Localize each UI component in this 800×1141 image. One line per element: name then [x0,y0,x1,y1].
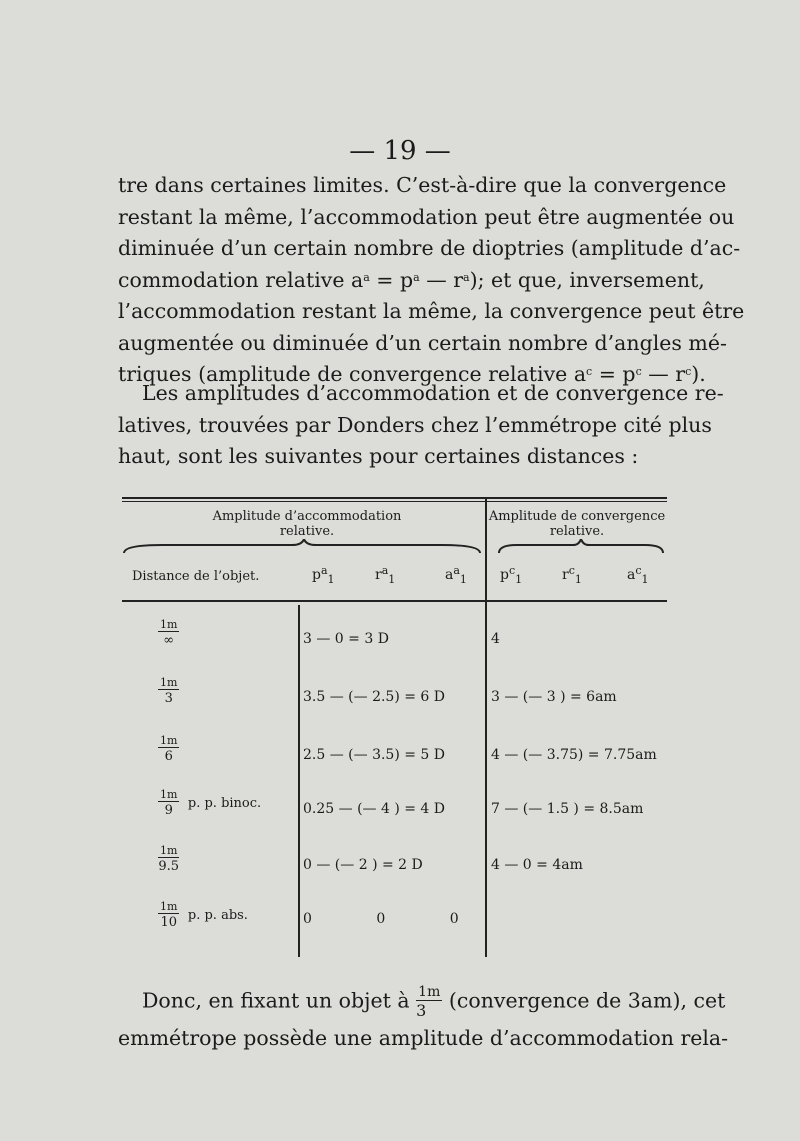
accommodation-brace [122,539,482,557]
inline-fraction: $\frac{1m}{3}$ [416,984,441,1020]
text-line: l’accommodation restant la même, la convergence peut être [118,299,745,323]
row-accommodation: 3.5 — (— 2.5) = 6 D [303,689,446,705]
col-header-ac: $a^c_1$ [627,564,649,586]
col-header-distance: Distance de l’objet. [132,569,260,584]
row-accommodation: 0 0 0 [303,911,459,927]
paragraph-3 [118,984,729,1055]
row-accommodation: 3 — 0 = 3 D [303,631,389,647]
row-convergence: 4 [491,631,500,647]
col-header-pc: $p^c_1$ [500,564,523,586]
row-accommodation: 0 — (— 2 ) = 2 D [303,857,423,873]
text-line: restant la même, l’accommodation peut être augmentée ou [118,204,735,229]
group-header-convergence: Amplitude de convergence relative. [488,509,666,539]
text-line: haut, sont les suivantes pour certaines distances : [118,444,639,468]
col-header-aa: $a^a_1$ [445,564,467,586]
table-row: $\frac{1m}{9}$ p. p. binoc. [160,788,262,818]
row-note: p. p. abs. [187,908,248,923]
paragraph-2 [118,378,724,473]
text-line-with-formula: commodation relative $a^a = p^a$ — $r^a$); et que, inversement, [118,267,705,292]
text-line: emmétrope possède une amplitude d’accommodation rela- [118,1026,729,1050]
table-row: $\frac{1m}{\infty}$ [160,618,178,648]
text-line-with-fraction: Donc, en fixant un objet à $\frac{1m}{3}$ (convergence de 3am), cet [142,984,726,1020]
table-divider-2 [485,497,487,957]
row-accommodation: 2.5 — (— 3.5) = 5 D [303,747,446,763]
amplitude-table [122,497,667,957]
text-line: latives, trouvées par Donders chez l’emmétrope cité plus [118,412,712,437]
row-convergence: 4 — 0 = 4am [491,857,583,873]
text-line: Les amplitudes d’accommodation et de convergence re- [142,381,724,405]
col-header-ra: $r^a_1$ [375,564,396,586]
table-row: $\frac{1m}{6}$ [160,734,178,764]
table-divider-1 [298,605,300,957]
row-accommodation: 0.25 — (— 4 ) = 4 D [303,801,446,817]
text-line-with-formula: triques (amplitude de convergence relative $a^c = p^c$ — $r^c$). [118,362,706,386]
text-line: tre dans certaines limites. C’est-à-dire que la convergence [118,173,727,197]
convergence-brace [497,539,667,557]
page-number: — 19 — [349,136,451,166]
row-note: p. p. binoc. [187,796,262,811]
paragraph-1 [118,170,745,391]
row-convergence: 3 — (— 3 ) = 6am [491,689,617,705]
table-top-rule-2 [122,501,667,502]
header-rule [122,600,667,602]
table-row: $\frac{1m}{9.5}$ [158,844,180,874]
table-row: $\frac{1m}{10}$ p. p. abs. [160,900,248,930]
col-header-pa: $p^a_1$ [312,564,335,586]
text-line: diminuée d’un certain nombre de dioptries (amplitude d’ac- [118,236,741,260]
table-top-rule [122,497,667,499]
col-header-rc: $r^c_1$ [562,564,582,586]
table-row: $\frac{1m}{3}$ [160,676,178,706]
row-convergence: 7 — (— 1.5 ) = 8.5am [491,801,644,817]
row-convergence: 4 — (— 3.75) = 7.75am [491,747,657,763]
text-line: augmentée ou diminuée d’un certain nombre d’angles mé- [118,330,727,355]
group-header-accommodation: Amplitude d’accommodation relative. [212,509,402,539]
